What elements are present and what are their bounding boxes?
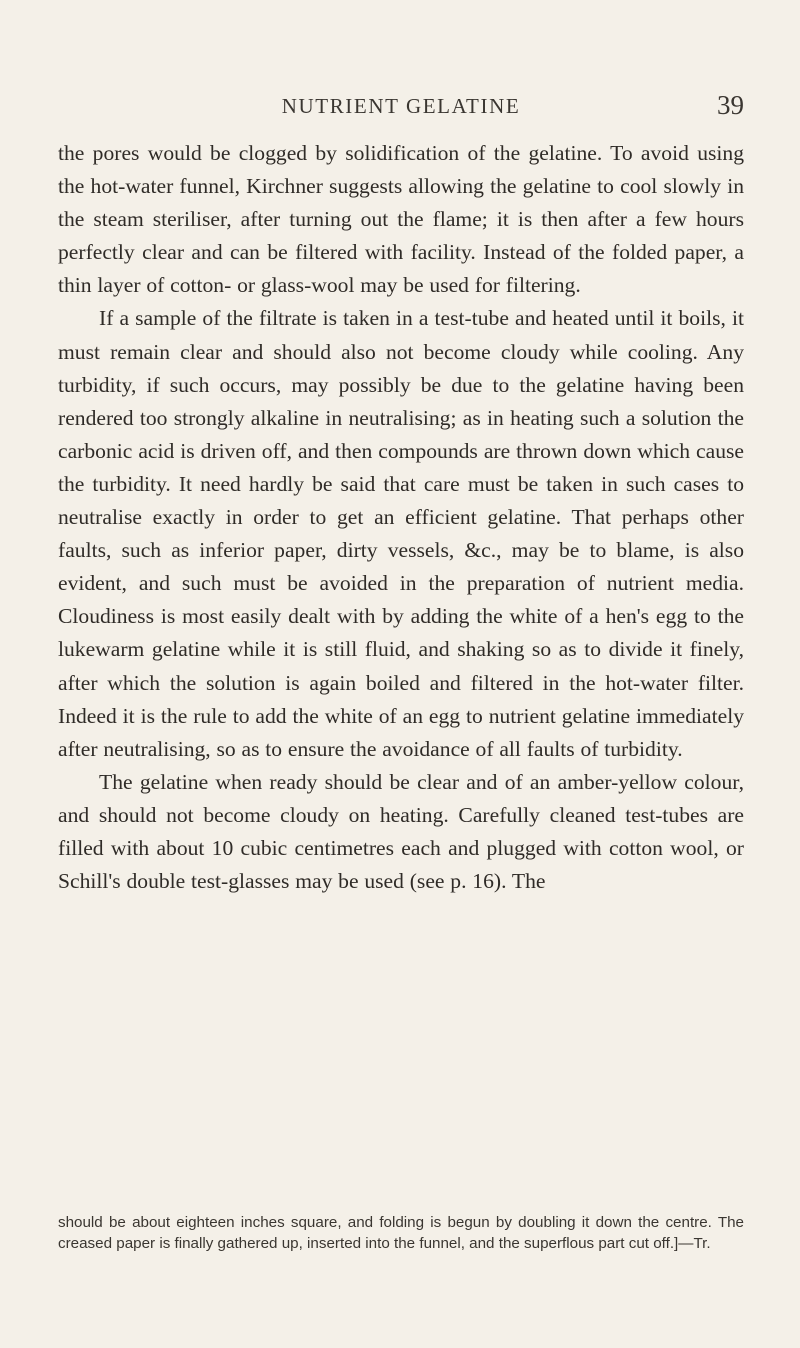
page-number: 39 xyxy=(717,90,744,120)
running-head xyxy=(58,90,744,130)
paragraph-gelatine-ready: The gelatine when ready should be clear and of an amber-yellow colour, and should not become cloudy on heating. Carefully cleaned test-tubes are filled with about 10 cubic centimetres each and plugged with cotton wool, or Schill's double test-glasses may be used (see p. 16). The xyxy=(58,769,744,894)
paragraph-filtrate-test: If a sample of the filtrate is taken in a test-tube and heated until it boils, it must remain clear and should also not become cloudy while cooling. Any turbidity, if such occurs, may possibly be due to the gelatine having been rendered too strongly alkaline in neutralising; as in heating such a solution the carbonic acid is driven off, and then compounds are thrown down which cause the turbidity. It need hardly be said that care must be taken in such cases to neutralise exactly in order to get an efficient gelatine. That perhaps other faults, such as inferior paper, dirty vessels, &c., may be to blame, is also evident, and such must be avoided in the preparation of nutrient media. Cloudiness is most easily dealt with by adding the white of a hen's egg to the lukewarm gelatine while it is still fluid, and shaking so as to divide it finely, after which the solution is again boiled and filtered in the hot-water filter. Indeed it is the rule to add the white of an egg to nutrient gelatine immediately after neutralising, so as to ensure the avoidance of all faults of turbidity. xyxy=(58,306,744,761)
footnote: should be about eighteen inches square, and folding is begun by doubling it down the centre. The creased paper is finally gathered up, inserted into the funnel, and the superflous part cut off.]—Tr. xyxy=(58,1214,744,1252)
paragraph-continuation: the pores would be clogged by solidification of the gelatine. To avoid using the hot-water funnel, Kirchner suggests allowing the gelatine to cool slowly in the steam steriliser, after turning out the flame; it is then after a few hours perfectly clear and can be filtered with facility. Instead of the folded paper, a thin layer of cotton- or glass-wool may be used for filtering. xyxy=(58,141,744,298)
body-text xyxy=(58,137,744,898)
running-title: NUTRIENT GELATINE xyxy=(281,94,521,118)
